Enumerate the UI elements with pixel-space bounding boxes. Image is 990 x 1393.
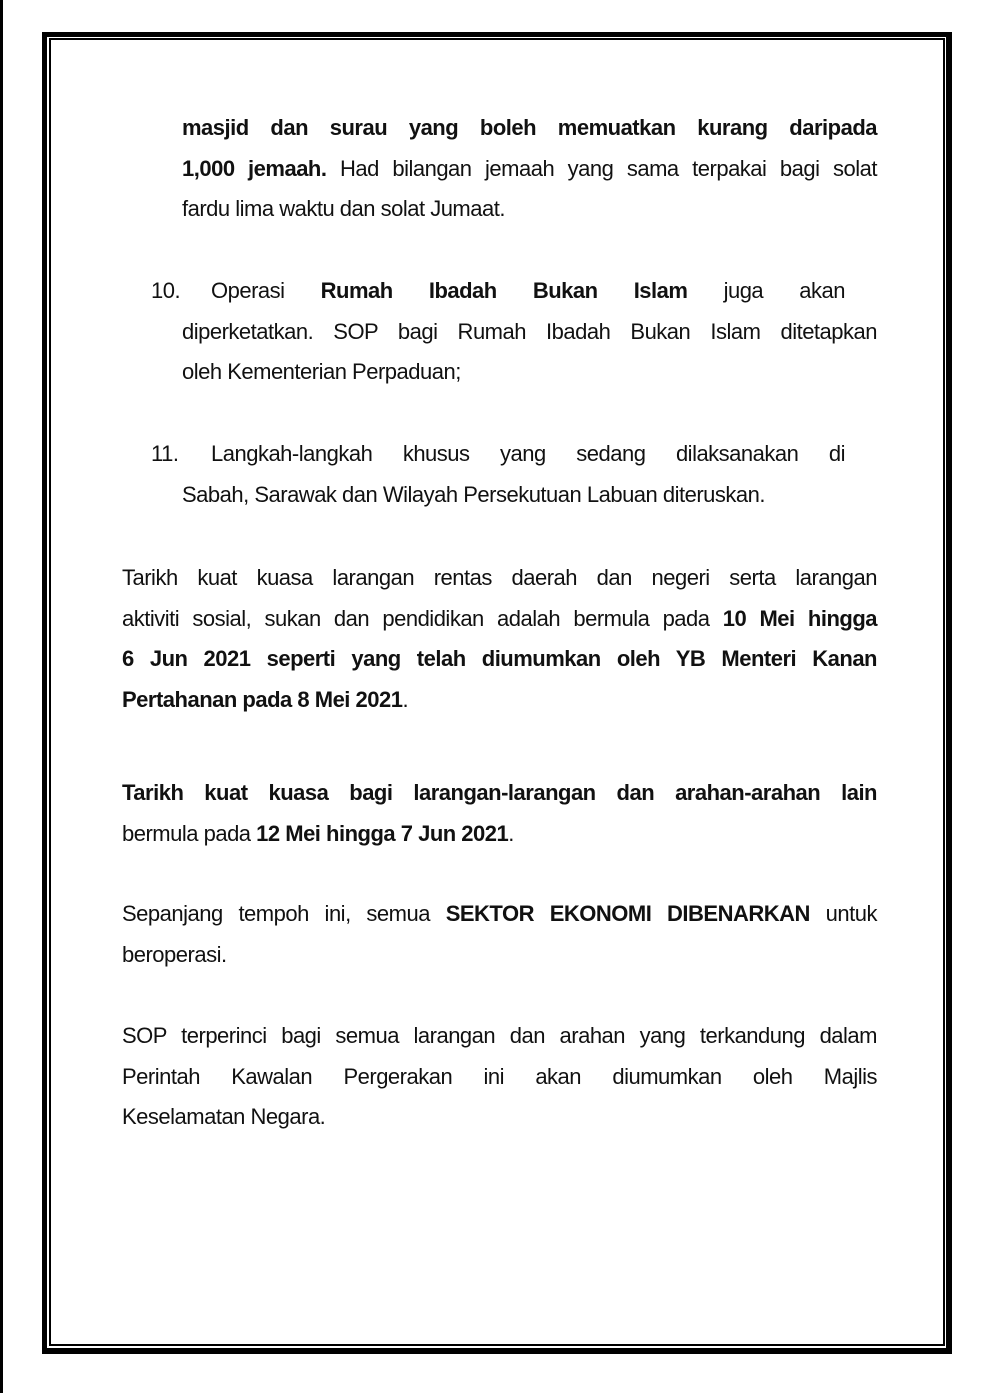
text-line [182,475,877,516]
text-line [122,773,877,814]
text-run: diperketatkan. SOP bagi Rumah Ibadah Bukan Islam ditetapkan [182,318,877,344]
bold-text-run: Pertahanan pada 8 Mei 2021 [122,686,403,712]
text-run: Sabah, Sarawak dan Wilayah Persekutuan Labuan diteruskan. [182,481,765,507]
text-run: Keselamatan Negara. [122,1104,326,1129]
text-run: Langkah-langkah khusus yang sedang dilaksanakan di [211,441,845,466]
text-line [122,1016,877,1057]
text-line [122,935,877,976]
paragraph-effective-date-1 [122,558,877,720]
text-run: aktiviti sosial, sukan dan pendidikan adalah bermula pada [122,605,723,631]
text-line [182,108,877,149]
text-run: juga akan [687,278,845,303]
text-run: bermula pada [122,820,257,846]
text-run: Perintah Kawalan Pergerakan ini akan diumumkan oleh Majlis [122,1063,877,1089]
text-run: SOP terperinci bagi semua larangan dan arahan yang terkandung dalam [122,1023,877,1048]
list-item-11-line-0 [211,434,845,475]
text-run: . [508,820,514,846]
text-line [122,599,877,640]
text-run: Tarikh kuat kuasa larangan rentas daerah dan negeri serta larangan [122,565,877,590]
bold-text-run: masjid dan surau yang boleh memuatkan kurang daripada [182,115,877,140]
text-run: beroperasi. [122,941,227,967]
text-run: fardu lima waktu dan solat Jumaat. [182,196,505,221]
paragraph-effective-date-2 [122,773,877,854]
paragraph-sop-details [122,1016,877,1138]
text-line [122,639,877,680]
bold-text-run: 1,000 jemaah. [182,155,327,181]
text-run: Had bilangan jemaah yang sama terpakai bagi solat [326,155,877,181]
list-item-11 [151,434,877,475]
text-line [122,814,877,855]
text-run: . [402,686,409,712]
list-item-10-first-line [151,271,877,312]
bold-text-run: Rumah Ibadah Bukan Islam [320,278,688,303]
text-run: untuk [809,901,877,926]
paragraph-continuation [182,108,877,230]
list-item-10-line-0 [211,271,845,312]
bold-text-run: SEKTOR EKONOMI DIBENARKAN [445,901,810,926]
bold-text-run: 12 Mei hingga 7 Jun 2021 [256,820,509,846]
text-line [122,894,877,935]
text-run: oleh Kementerian Perpaduan; [182,359,461,384]
text-run: Sepanjang tempoh ini, semua [122,901,446,926]
paragraph-economy-sector [122,894,877,975]
text-line [122,680,877,721]
bold-text-run: Tarikh kuat kuasa bagi larangan-larangan dan arahan-arahan lain [122,780,877,805]
text-line [122,1057,877,1098]
list-item-11-first-line [151,434,877,475]
list-item-10-body [182,312,877,393]
text-line [182,189,877,230]
text-line [182,149,877,190]
list-item-10 [151,271,877,312]
text-line [182,352,877,393]
text-run: Operasi [211,278,321,303]
text-line [182,312,877,353]
text-line [122,1097,877,1138]
bold-text-run: 6 Jun 2021 seperti yang telah diumumkan oleh YB Menteri Kanan [122,646,877,671]
list-item-number: 11. [151,441,179,466]
list-item-number: 10. [151,278,181,303]
list-item-11-body [182,475,877,516]
text-line [122,558,877,599]
bold-text-run: 10 Mei hingga [722,605,877,631]
